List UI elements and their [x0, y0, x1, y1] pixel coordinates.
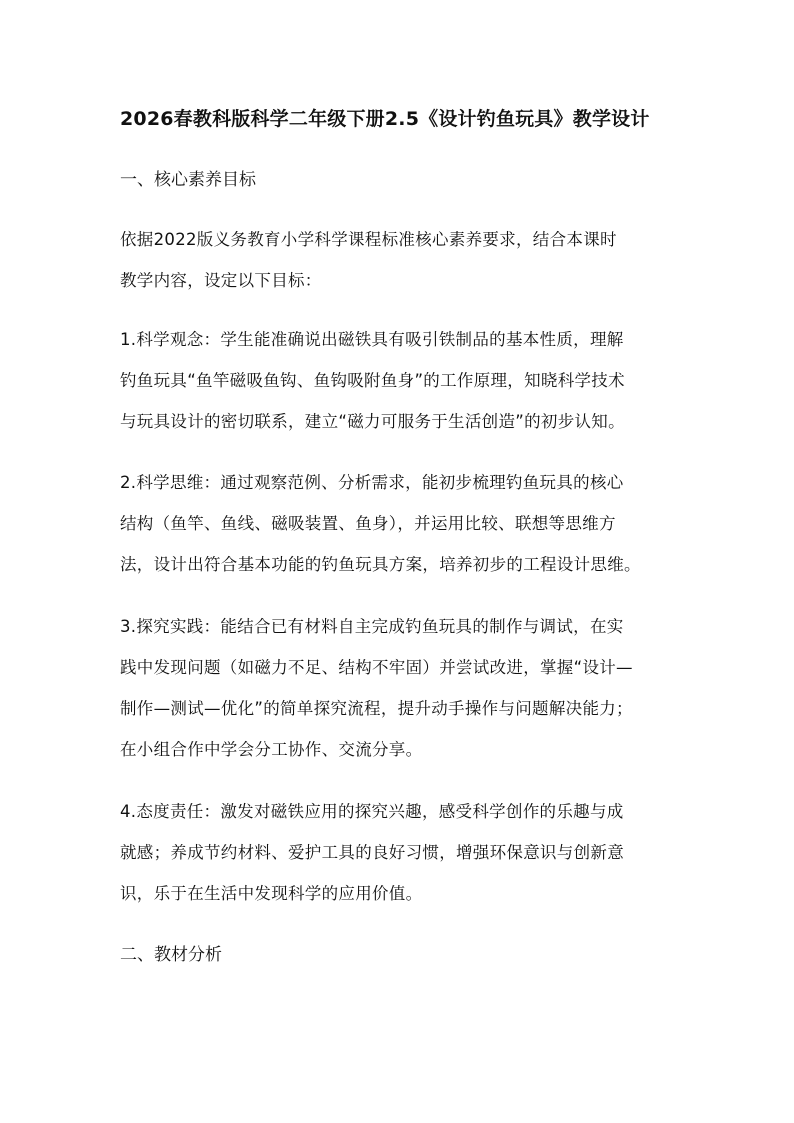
goal-paragraph-inquiry-practice: [120, 614, 680, 763]
paragraph-line: 2.科学思维：通过观察范例、分析需求，能初步梳理钓鱼玩具的核心: [120, 473, 624, 492]
paragraph-line: 与玩具设计的密切联系，建立“磁力可服务于生活创造”的初步认知。: [120, 412, 625, 431]
section-heading-textbook-analysis: 二、教材分析: [120, 945, 222, 965]
goal-paragraph-science-thinking: [120, 470, 680, 578]
paragraph-line: 3.探究实践：能结合已有材料自主完成钓鱼玩具的制作与调试，在实: [120, 617, 624, 636]
paragraph-line: 在小组合作中学会分工协作、交流分享。: [120, 740, 423, 759]
paragraph-line: 钓鱼玩具“鱼竿磁吸鱼钩、鱼钩吸附鱼身”的工作原理，知晓科学技术: [120, 371, 625, 390]
document-title: 2026春教科版科学二年级下册2.5《设计钓鱼玩具》教学设计: [120, 108, 650, 130]
paragraph-line: 制作—测试—优化”的简单探究流程，提升动手操作与问题解决能力；: [120, 699, 633, 718]
paragraph-line: 践中发现问题（如磁力不足、结构不牢固）并尝试改进，掌握“设计—: [120, 658, 633, 677]
goal-paragraph-science-concept: [120, 327, 680, 435]
intro-paragraph: [120, 227, 680, 294]
paragraph-line: 结构（鱼竿、鱼线、磁吸装置、鱼身），并运用比较、联想等思维方: [120, 514, 616, 533]
paragraph-line: 法，设计出符合基本功能的钓鱼玩具方案，培养初步的工程设计思维。: [120, 555, 641, 574]
paragraph-line: 1.科学观念：学生能准确说出磁铁具有吸引铁制品的基本性质，理解: [120, 330, 624, 349]
paragraph-line: 4.态度责任：激发对磁铁应用的探究兴趣，感受科学创作的乐趣与成: [120, 802, 624, 821]
paragraph-line: 识，乐于在生活中发现科学的应用价值。: [120, 884, 423, 903]
paragraph-line: 就感；养成节约材料、爱护工具的良好习惯，增强环保意识与创新意: [120, 843, 624, 862]
paragraph-line: 教学内容，设定以下目标：: [120, 271, 322, 290]
paragraph-line: 依据2022版义务教育小学科学课程标准核心素养要求，结合本课时: [120, 230, 617, 249]
section-heading-core-goals: 一、核心素养目标: [120, 170, 256, 190]
goal-paragraph-attitude-responsibility: [120, 799, 680, 907]
